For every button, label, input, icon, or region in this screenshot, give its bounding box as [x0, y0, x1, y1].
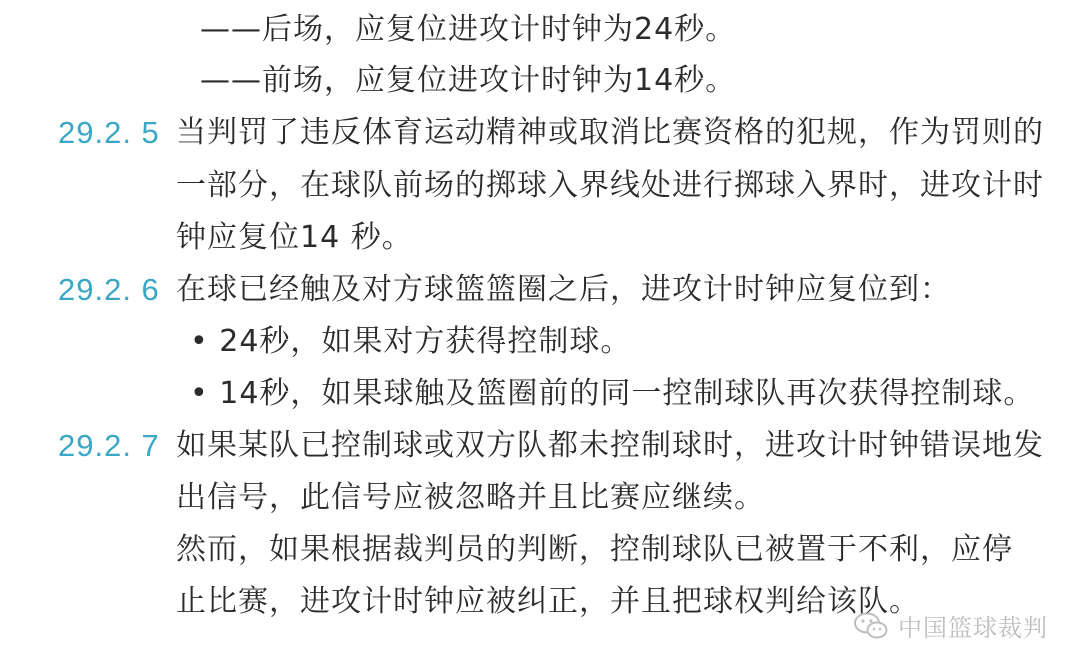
rule-29-2-6-bullet-1: • 24秒，如果对方获得控制球。 [190, 324, 632, 359]
rule-29-2-6-bullet-2: • 14秒，如果球触及篮圈前的同一控制球队再次获得控制球。 [190, 376, 1035, 411]
line-frontcourt: ——前场，应复位进攻计时钟为14秒。 [200, 63, 737, 98]
rule-29-2-7-line-2: 出信号，此信号应被忽略并且比赛应继续。 [176, 480, 765, 515]
rule-29-2-5-line-1: 当判罚了违反体育运动精神或取消比赛资格的犯规，作为罚则的 [176, 115, 1044, 150]
line-backcourt: ——后场，应复位进攻计时钟为24秒。 [200, 12, 737, 47]
wechat-icon [854, 612, 888, 640]
watermark-text: 中国篮球裁判 [898, 614, 1048, 642]
watermark [854, 608, 1048, 643]
rule-29-2-5-line-3: 钟应复位14 秒。 [176, 220, 413, 255]
rule-number-29-2-7: 29.2. 7 [58, 428, 160, 463]
rule-29-2-7-line-4: 止比赛，进攻计时钟应被纠正，并且把球权判给该队。 [176, 584, 920, 619]
rule-29-2-6-line-1: 在球已经触及对方球篮篮圈之后，进攻计时钟应复位到： [176, 272, 951, 307]
rule-number-29-2-5: 29.2. 5 [58, 115, 160, 150]
rule-29-2-7-line-1: 如果某队已控制球或双方队都未控制球时，进攻计时钟错误地发 [176, 428, 1044, 463]
rule-number-29-2-6: 29.2. 6 [58, 272, 160, 307]
rule-29-2-7-line-3: 然而，如果根据裁判员的判断，控制球队已被置于不利，应停 [176, 532, 1013, 567]
rule-29-2-5-line-2: 一部分，在球队前场的掷球入界线处进行掷球入界时，进攻计时 [176, 168, 1044, 203]
